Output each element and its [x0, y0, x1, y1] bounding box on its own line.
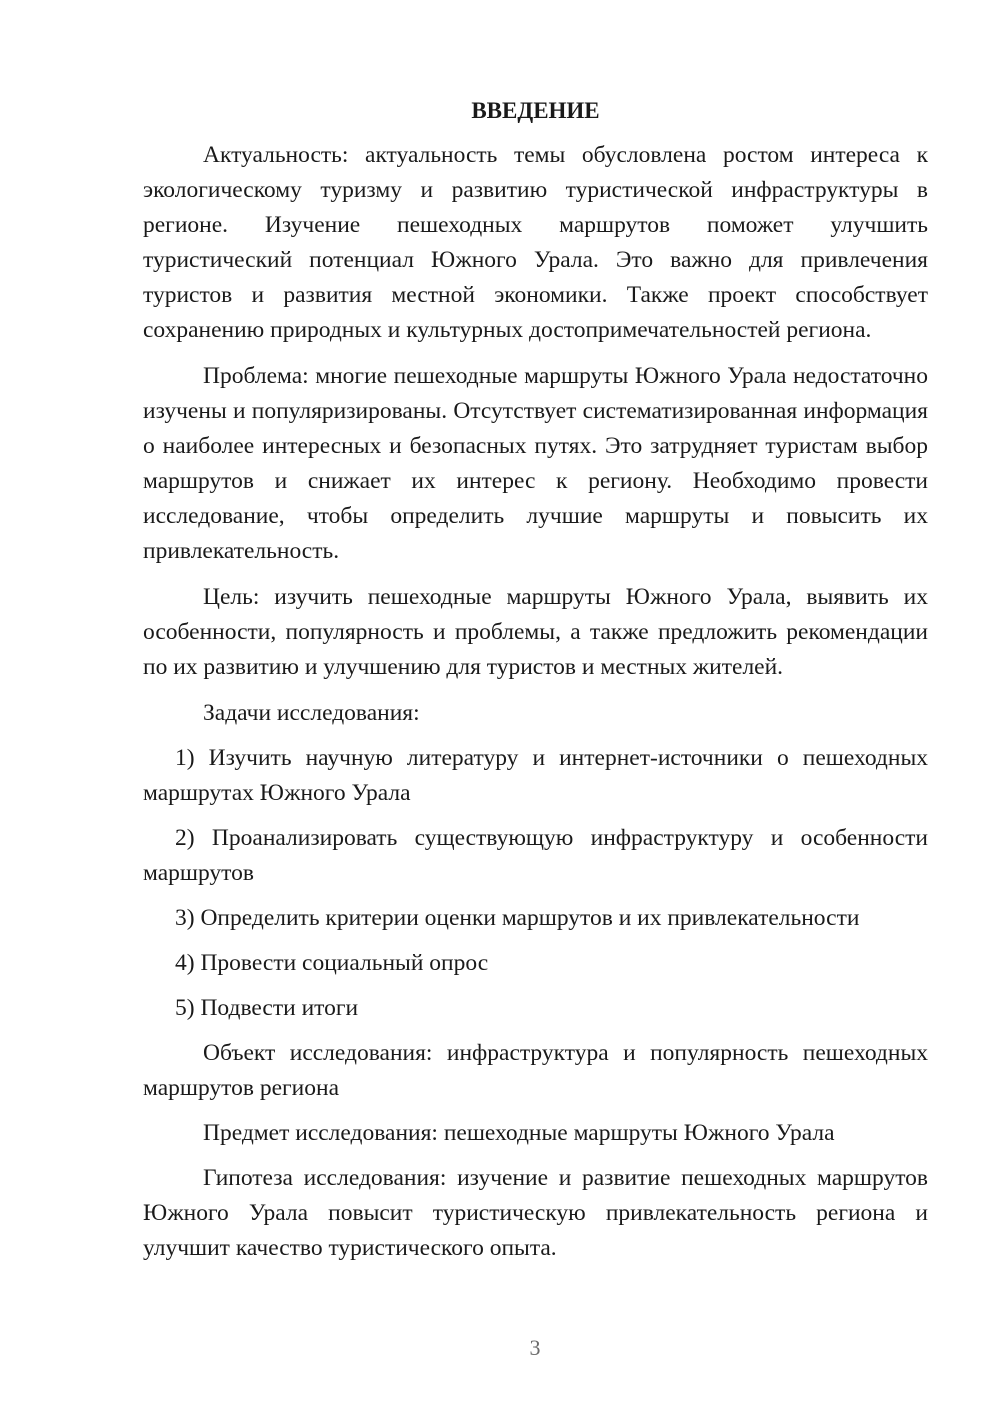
page-number: 3 [529, 1335, 541, 1360]
paragraph-problem: Проблема: многие пешеходные маршруты Южного Урала недостаточно изучены и популяризированы. Отсутствует систематизированная информация о наиболее интересных и безопасных путях. Это затрудняет туристам выбор маршрутов и снижает их интерес к региону. Необходимо провести исследование, чтобы определить лучшие маршруты и повысить их привлекательность. [143, 363, 928, 564]
task-item: 3) Определить критерии оценки маршрутов и их привлекательности [175, 905, 860, 931]
paragraph-relevance: Актуальность: актуальность темы обусловлена ростом интереса к экологическому туризму и развитию туристической инфраструктуры в регионе. Изучение пешеходных маршрутов поможет улучшить туристический потенциал Южного Урала. Это важно для привлечения туристов и развития местной экономики. Также проект способствует сохранению природных и культурных достопримечательностей региона. [143, 142, 928, 343]
task-item: 1) Изучить научную литературу и интернет-источники о пешеходных маршрутах Южного Урала [143, 745, 928, 806]
paragraph-object: Объект исследования: инфраструктура и популярность пешеходных маршрутов региона [143, 1040, 928, 1101]
paragraph-goal: Цель: изучить пешеходные маршруты Южного Урала, выявить их особенности, популярность и проблемы, а также предложить рекомендации по их развитию и улучшению для туристов и местных жителей. [143, 584, 928, 680]
task-item: 5) Подвести итоги [175, 995, 359, 1021]
document-body [143, 96, 928, 1266]
section-title: ВВЕДЕНИЕ [471, 98, 600, 123]
task-item: 4) Провести социальный опрос [175, 950, 489, 976]
paragraph-subject: Предмет исследования: пешеходные маршруты Южного Урала [203, 1120, 835, 1146]
task-item: 2) Проанализировать существующую инфраструктуру и особенности маршрутов [143, 825, 928, 886]
paragraph-hypothesis: Гипотеза исследования: изучение и развитие пешеходных маршрутов Южного Урала повысит туристическую привлекательность региона и улучшит качество туристического опыта. [143, 1165, 928, 1261]
tasks-heading: Задачи исследования: [203, 700, 420, 726]
